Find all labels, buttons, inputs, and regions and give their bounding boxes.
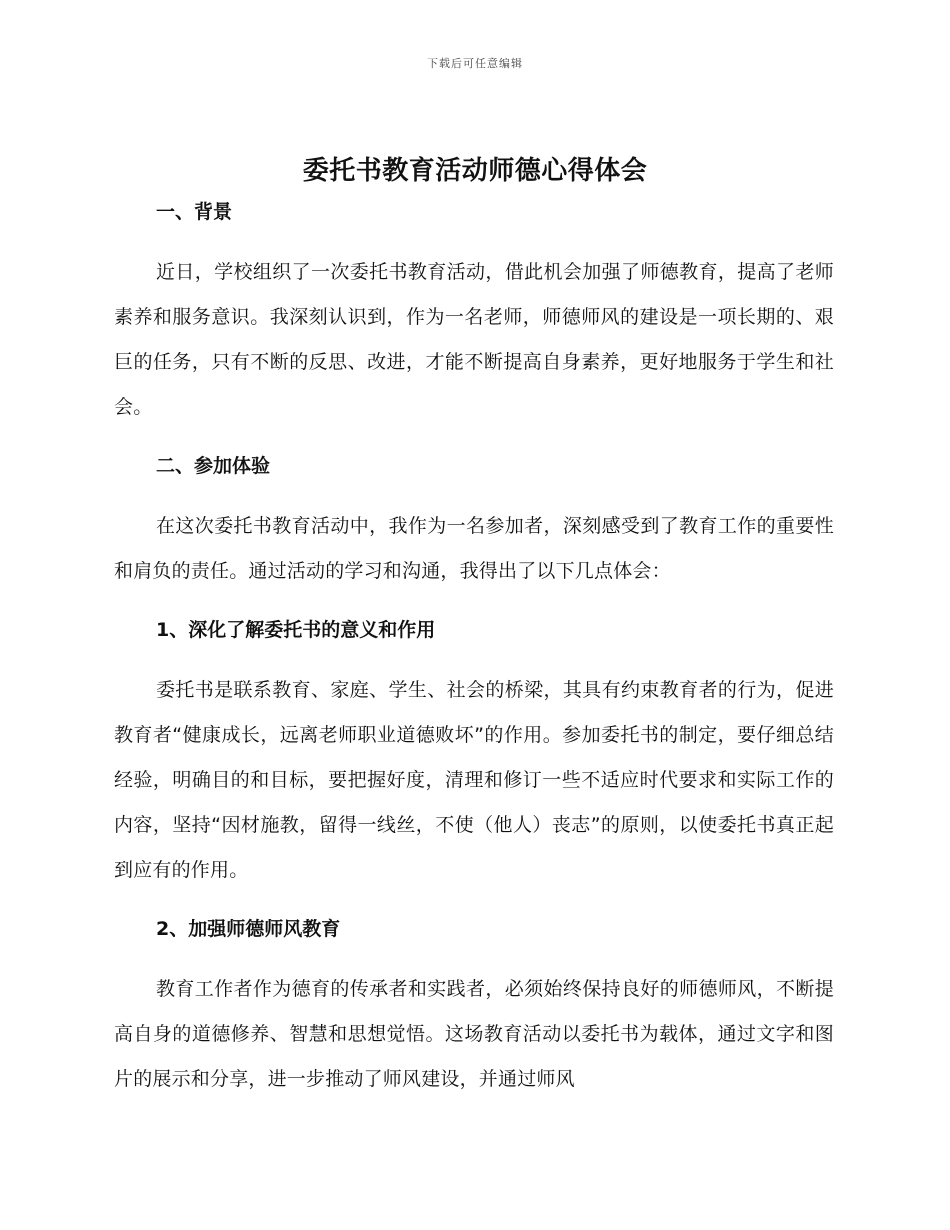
document-body [114, 196, 834, 1102]
section-paragraph-ethics: 教育工作者作为德育的传承者和实践者，必须始终保持良好的师德师风，不断提高自身的道德修养、智慧和思想觉悟。这场教育活动以委托书为载体，通过文字和图片的展示和分享，进一步推动了师风建设，并通过师风 [114, 978, 834, 1090]
section-paragraph-understanding: 委托书是联系教育、家庭、学生、社会的桥梁，其具有约束教育者的行为，促进教育者“健康成长，远离老师职业道德败坏”的作用。参加委托书的制定，要仔细总结经验，明确目的和目标，要把握好度，清理和修订一些不适应时代要求和实际工作的内容，坚持“因材施教，留得一线丝，不使（他人）丧志”的原则，以使委托书真正起到应有的作用。 [114, 679, 834, 881]
section-heading-experience: 二、参加体验 [156, 455, 271, 477]
header-note: 下载后可任意编辑 [427, 57, 523, 70]
section-heading-ethics: 2、加强师德师风教育 [156, 918, 341, 940]
document-title: 委托书教育活动师德心得体会 [302, 156, 648, 186]
section-paragraph-experience: 在这次委托书教育活动中，我作为一名参加者，深刻感受到了教育工作的重要性和肩负的责任。通过活动的学习和沟通，我得出了以下几点体会： [114, 515, 834, 582]
section-paragraph-background: 近日，学校组织了一次委托书教育活动，借此机会加强了师德教育，提高了老师素养和服务意识。我深刻认识到，作为一名老师，师德师风的建设是一项长期的、艰巨的任务，只有不断的反思、改进，才能不断提高自身素养，更好地服务于学生和社会。 [114, 261, 834, 418]
section-heading-understanding: 1、深化了解委托书的意义和作用 [156, 619, 436, 641]
section-heading-background: 一、背景 [156, 201, 233, 223]
